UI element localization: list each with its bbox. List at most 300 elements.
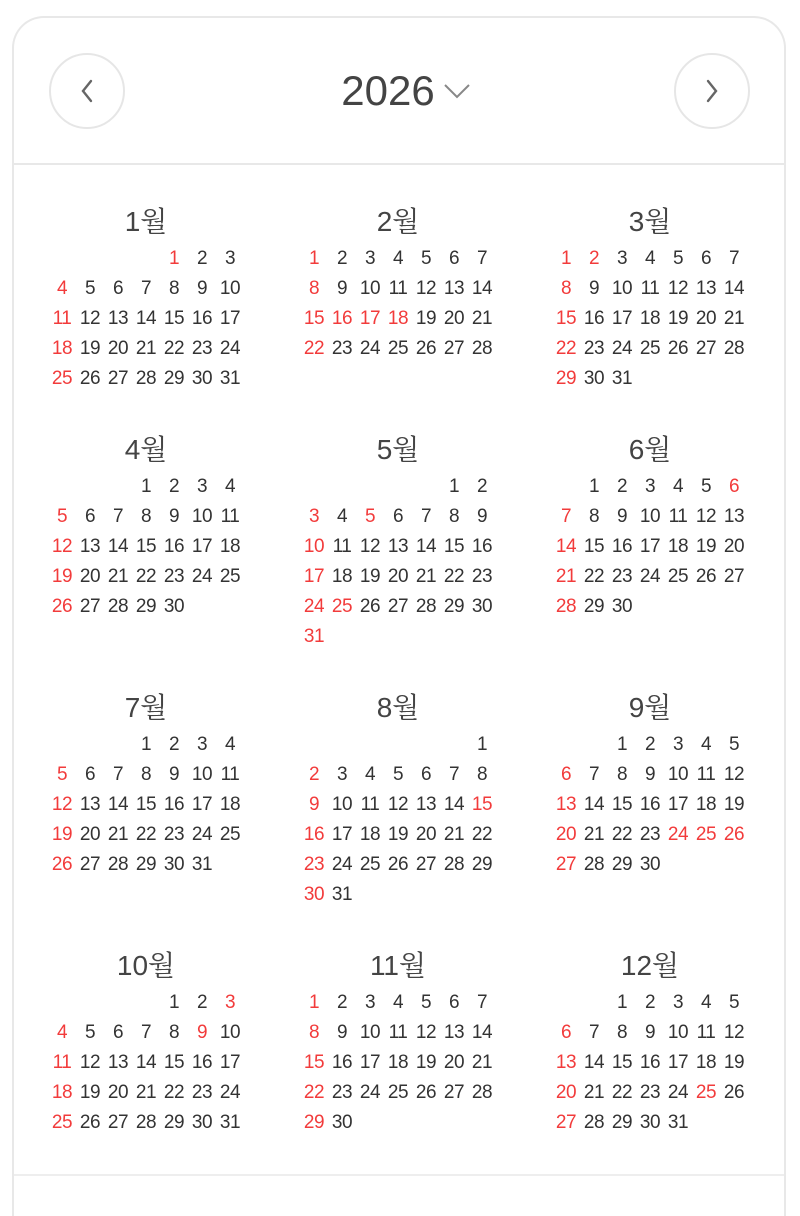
day[interactable]: 31: [219, 1112, 241, 1133]
holiday-day[interactable]: 6: [728, 476, 740, 497]
day[interactable]: 14: [723, 278, 745, 299]
day[interactable]: 9: [588, 278, 600, 299]
holiday-day[interactable]: 1: [168, 248, 180, 269]
day[interactable]: 10: [331, 794, 353, 815]
day[interactable]: 20: [79, 824, 101, 845]
day[interactable]: 6: [112, 278, 124, 299]
day[interactable]: 9: [644, 1022, 656, 1043]
day[interactable]: 24: [191, 824, 213, 845]
day[interactable]: 27: [443, 1082, 465, 1103]
day[interactable]: 3: [196, 476, 208, 497]
month-title[interactable]: 2월: [376, 206, 420, 237]
day[interactable]: 2: [476, 476, 488, 497]
day[interactable]: 15: [163, 308, 185, 329]
day[interactable]: 22: [135, 566, 157, 587]
day[interactable]: 23: [163, 824, 185, 845]
holiday-day[interactable]: 17: [359, 308, 381, 329]
holiday-day[interactable]: 16: [303, 824, 325, 845]
day[interactable]: 6: [84, 764, 96, 785]
day[interactable]: 11: [360, 794, 380, 815]
day[interactable]: 16: [639, 1052, 661, 1073]
holiday-day[interactable]: 5: [56, 764, 68, 785]
day[interactable]: 20: [415, 824, 437, 845]
holiday-day[interactable]: 11: [52, 308, 72, 329]
month-title[interactable]: 4월: [124, 434, 168, 465]
day[interactable]: 26: [415, 338, 437, 359]
day[interactable]: 29: [443, 596, 465, 617]
day[interactable]: 17: [219, 308, 241, 329]
holiday-day[interactable]: 1: [560, 248, 572, 269]
holiday-day[interactable]: 5: [56, 506, 68, 527]
holiday-day[interactable]: 27: [555, 854, 577, 875]
holiday-day[interactable]: 25: [51, 368, 73, 389]
holiday-day[interactable]: 19: [51, 566, 73, 587]
day[interactable]: 6: [448, 992, 460, 1013]
day[interactable]: 14: [107, 794, 129, 815]
day[interactable]: 14: [107, 536, 129, 557]
day[interactable]: 10: [219, 1022, 241, 1043]
day[interactable]: 25: [219, 824, 241, 845]
day[interactable]: 4: [672, 476, 684, 497]
day[interactable]: 8: [168, 1022, 180, 1043]
day[interactable]: 30: [639, 854, 661, 875]
day[interactable]: 4: [700, 992, 712, 1013]
day[interactable]: 28: [107, 854, 129, 875]
holiday-day[interactable]: 26: [723, 824, 745, 845]
day[interactable]: 22: [135, 824, 157, 845]
holiday-day[interactable]: 6: [560, 1022, 572, 1043]
day[interactable]: 17: [639, 536, 661, 557]
day[interactable]: 30: [191, 1112, 213, 1133]
day[interactable]: 5: [84, 278, 96, 299]
holiday-day[interactable]: 18: [387, 308, 409, 329]
holiday-day[interactable]: 15: [555, 308, 577, 329]
holiday-day[interactable]: 22: [303, 1082, 325, 1103]
day[interactable]: 18: [387, 1052, 409, 1073]
day[interactable]: 2: [196, 248, 208, 269]
day[interactable]: 25: [387, 338, 409, 359]
day[interactable]: 28: [471, 1082, 493, 1103]
holiday-day[interactable]: 16: [331, 308, 353, 329]
day[interactable]: 22: [611, 1082, 633, 1103]
day[interactable]: 4: [224, 734, 236, 755]
day[interactable]: 27: [79, 596, 101, 617]
day[interactable]: 2: [168, 734, 180, 755]
day[interactable]: 13: [443, 1022, 465, 1043]
day[interactable]: 21: [135, 1082, 157, 1103]
day[interactable]: 7: [140, 278, 152, 299]
day[interactable]: 30: [611, 596, 633, 617]
day[interactable]: 1: [140, 734, 152, 755]
day[interactable]: 12: [79, 1052, 101, 1073]
day[interactable]: 7: [140, 1022, 152, 1043]
day[interactable]: 29: [471, 854, 493, 875]
day[interactable]: 29: [611, 1112, 633, 1133]
day[interactable]: 16: [471, 536, 493, 557]
holiday-day[interactable]: 17: [303, 566, 325, 587]
holiday-day[interactable]: 3: [224, 992, 236, 1013]
day[interactable]: 12: [723, 764, 745, 785]
day[interactable]: 7: [728, 248, 740, 269]
day[interactable]: 11: [220, 764, 240, 785]
day[interactable]: 25: [359, 854, 381, 875]
day[interactable]: 31: [331, 884, 353, 905]
day[interactable]: 26: [695, 566, 717, 587]
day[interactable]: 26: [359, 596, 381, 617]
holiday-day[interactable]: 20: [555, 824, 577, 845]
day[interactable]: 28: [135, 368, 157, 389]
day[interactable]: 20: [107, 338, 129, 359]
day[interactable]: 27: [695, 338, 717, 359]
holiday-day[interactable]: 18: [51, 1082, 73, 1103]
day[interactable]: 19: [695, 536, 717, 557]
day[interactable]: 27: [415, 854, 437, 875]
day[interactable]: 5: [420, 992, 432, 1013]
day[interactable]: 22: [583, 566, 605, 587]
day[interactable]: 14: [443, 794, 465, 815]
day[interactable]: 24: [359, 1082, 381, 1103]
day[interactable]: 7: [588, 1022, 600, 1043]
day[interactable]: 11: [388, 278, 408, 299]
day[interactable]: 11: [696, 764, 716, 785]
day[interactable]: 11: [696, 1022, 716, 1043]
day[interactable]: 19: [723, 1052, 745, 1073]
day[interactable]: 31: [667, 1112, 689, 1133]
day[interactable]: 2: [644, 992, 656, 1013]
day[interactable]: 29: [135, 854, 157, 875]
day[interactable]: 16: [331, 1052, 353, 1073]
holiday-day[interactable]: 15: [303, 1052, 325, 1073]
day[interactable]: 29: [135, 596, 157, 617]
day[interactable]: 24: [191, 566, 213, 587]
day[interactable]: 22: [611, 824, 633, 845]
holiday-day[interactable]: 25: [695, 1082, 717, 1103]
day[interactable]: 24: [331, 854, 353, 875]
day[interactable]: 16: [639, 794, 661, 815]
day[interactable]: 1: [140, 476, 152, 497]
day[interactable]: 13: [387, 536, 409, 557]
day[interactable]: 3: [672, 734, 684, 755]
day[interactable]: 28: [443, 854, 465, 875]
day[interactable]: 19: [415, 308, 437, 329]
day[interactable]: 21: [415, 566, 437, 587]
day[interactable]: 23: [331, 338, 353, 359]
month-title[interactable]: 9월: [628, 692, 672, 723]
day[interactable]: 25: [667, 566, 689, 587]
day[interactable]: 14: [135, 308, 157, 329]
month-title[interactable]: 10월: [116, 950, 176, 981]
day[interactable]: 29: [163, 368, 185, 389]
day[interactable]: 22: [443, 566, 465, 587]
day[interactable]: 8: [616, 1022, 628, 1043]
day[interactable]: 1: [168, 992, 180, 1013]
day[interactable]: 16: [163, 536, 185, 557]
day[interactable]: 23: [583, 338, 605, 359]
day[interactable]: 13: [79, 536, 101, 557]
year-selector[interactable]: [14, 66, 784, 116]
day[interactable]: 5: [420, 248, 432, 269]
day[interactable]: 7: [420, 506, 432, 527]
month-title[interactable]: 6월: [628, 434, 672, 465]
holiday-day[interactable]: 29: [555, 368, 577, 389]
day[interactable]: 17: [219, 1052, 241, 1073]
day[interactable]: 24: [639, 566, 661, 587]
day[interactable]: 18: [331, 566, 353, 587]
day[interactable]: 5: [392, 764, 404, 785]
day[interactable]: 3: [616, 248, 628, 269]
day[interactable]: 13: [79, 794, 101, 815]
holiday-day[interactable]: 31: [303, 626, 325, 647]
day[interactable]: 5: [728, 992, 740, 1013]
day[interactable]: 5: [700, 476, 712, 497]
day[interactable]: 3: [364, 992, 376, 1013]
holiday-day[interactable]: 22: [303, 338, 325, 359]
month-title[interactable]: 5월: [376, 434, 420, 465]
holiday-day[interactable]: 13: [555, 794, 577, 815]
day[interactable]: 6: [392, 506, 404, 527]
day[interactable]: 28: [723, 338, 745, 359]
day[interactable]: 28: [583, 1112, 605, 1133]
day[interactable]: 21: [443, 824, 465, 845]
day[interactable]: 18: [695, 794, 717, 815]
day[interactable]: 9: [196, 278, 208, 299]
day[interactable]: 8: [616, 764, 628, 785]
day[interactable]: 26: [415, 1082, 437, 1103]
day[interactable]: 15: [163, 1052, 185, 1073]
day[interactable]: 16: [163, 794, 185, 815]
holiday-day[interactable]: 10: [303, 536, 325, 557]
day[interactable]: 11: [220, 506, 240, 527]
day[interactable]: 20: [443, 1052, 465, 1073]
day[interactable]: 28: [471, 338, 493, 359]
day[interactable]: 23: [611, 566, 633, 587]
day[interactable]: 8: [588, 506, 600, 527]
day[interactable]: 26: [79, 368, 101, 389]
holiday-day[interactable]: 1: [308, 992, 320, 1013]
day[interactable]: 9: [644, 764, 656, 785]
day[interactable]: 23: [191, 1082, 213, 1103]
day[interactable]: 10: [359, 278, 381, 299]
day[interactable]: 15: [443, 536, 465, 557]
day[interactable]: 1: [476, 734, 488, 755]
day[interactable]: 22: [163, 338, 185, 359]
holiday-day[interactable]: 13: [555, 1052, 577, 1073]
day[interactable]: 21: [135, 338, 157, 359]
day[interactable]: 27: [443, 338, 465, 359]
day[interactable]: 10: [611, 278, 633, 299]
day[interactable]: 4: [224, 476, 236, 497]
holiday-day[interactable]: 26: [51, 596, 73, 617]
day[interactable]: 3: [644, 476, 656, 497]
day[interactable]: 8: [140, 764, 152, 785]
holiday-day[interactable]: 11: [52, 1052, 72, 1073]
day[interactable]: 14: [135, 1052, 157, 1073]
day[interactable]: 21: [107, 566, 129, 587]
day[interactable]: 10: [359, 1022, 381, 1043]
holiday-day[interactable]: 5: [364, 506, 376, 527]
day[interactable]: 31: [611, 368, 633, 389]
day[interactable]: 15: [611, 1052, 633, 1073]
day[interactable]: 12: [359, 536, 381, 557]
holiday-day[interactable]: 9: [196, 1022, 208, 1043]
holiday-day[interactable]: 2: [588, 248, 600, 269]
holiday-day[interactable]: 15: [471, 794, 493, 815]
day[interactable]: 3: [336, 764, 348, 785]
day[interactable]: 24: [611, 338, 633, 359]
day[interactable]: 29: [163, 1112, 185, 1133]
day[interactable]: 20: [695, 308, 717, 329]
day[interactable]: 6: [700, 248, 712, 269]
day[interactable]: 10: [667, 1022, 689, 1043]
day[interactable]: 1: [616, 992, 628, 1013]
day[interactable]: 15: [583, 536, 605, 557]
day[interactable]: 11: [388, 1022, 408, 1043]
day[interactable]: 30: [331, 1112, 353, 1133]
day[interactable]: 29: [611, 854, 633, 875]
day[interactable]: 4: [700, 734, 712, 755]
holiday-day[interactable]: 4: [56, 1022, 68, 1043]
holiday-day[interactable]: 25: [695, 824, 717, 845]
day[interactable]: 5: [84, 1022, 96, 1043]
day[interactable]: 13: [443, 278, 465, 299]
day[interactable]: 21: [723, 308, 745, 329]
day[interactable]: 15: [611, 794, 633, 815]
day[interactable]: 12: [667, 278, 689, 299]
day[interactable]: 7: [476, 248, 488, 269]
day[interactable]: 1: [616, 734, 628, 755]
day[interactable]: 24: [219, 338, 241, 359]
day[interactable]: 9: [616, 506, 628, 527]
month-title[interactable]: 11월: [369, 950, 427, 981]
day[interactable]: 12: [695, 506, 717, 527]
day[interactable]: 10: [667, 764, 689, 785]
day[interactable]: 31: [191, 854, 213, 875]
day[interactable]: 19: [415, 1052, 437, 1073]
holiday-day[interactable]: 24: [667, 824, 689, 845]
day[interactable]: 27: [107, 1112, 129, 1133]
holiday-day[interactable]: 8: [308, 1022, 320, 1043]
day[interactable]: 9: [476, 506, 488, 527]
holiday-day[interactable]: 25: [51, 1112, 73, 1133]
day[interactable]: 2: [168, 476, 180, 497]
day[interactable]: 13: [723, 506, 745, 527]
day[interactable]: 19: [387, 824, 409, 845]
holiday-day[interactable]: 2: [308, 764, 320, 785]
day[interactable]: 7: [112, 506, 124, 527]
day[interactable]: 23: [191, 338, 213, 359]
holiday-day[interactable]: 24: [303, 596, 325, 617]
holiday-day[interactable]: 3: [308, 506, 320, 527]
day[interactable]: 5: [728, 734, 740, 755]
holiday-day[interactable]: 22: [555, 338, 577, 359]
day[interactable]: 18: [219, 536, 241, 557]
day[interactable]: 4: [364, 764, 376, 785]
day[interactable]: 18: [667, 536, 689, 557]
day[interactable]: 6: [448, 248, 460, 269]
day[interactable]: 24: [359, 338, 381, 359]
day[interactable]: 27: [723, 566, 745, 587]
day[interactable]: 2: [336, 248, 348, 269]
day[interactable]: 19: [359, 566, 381, 587]
day[interactable]: 26: [723, 1082, 745, 1103]
day[interactable]: 23: [471, 566, 493, 587]
day[interactable]: 13: [107, 1052, 129, 1073]
day[interactable]: 2: [336, 992, 348, 1013]
day[interactable]: 21: [107, 824, 129, 845]
day[interactable]: 17: [667, 1052, 689, 1073]
day[interactable]: 4: [336, 506, 348, 527]
holiday-day[interactable]: 15: [303, 308, 325, 329]
next-year-button[interactable]: [674, 53, 750, 129]
day[interactable]: 22: [471, 824, 493, 845]
holiday-day[interactable]: 1: [308, 248, 320, 269]
day[interactable]: 19: [667, 308, 689, 329]
day[interactable]: 27: [107, 368, 129, 389]
day[interactable]: 25: [219, 566, 241, 587]
holiday-day[interactable]: 9: [308, 794, 320, 815]
day[interactable]: 17: [191, 794, 213, 815]
day[interactable]: 17: [667, 794, 689, 815]
day[interactable]: 10: [639, 506, 661, 527]
day[interactable]: 29: [583, 596, 605, 617]
day[interactable]: 11: [668, 506, 688, 527]
day[interactable]: 6: [112, 1022, 124, 1043]
day[interactable]: 7: [588, 764, 600, 785]
day[interactable]: 19: [723, 794, 745, 815]
day[interactable]: 18: [219, 794, 241, 815]
day[interactable]: 4: [392, 992, 404, 1013]
day[interactable]: 17: [359, 1052, 381, 1073]
day[interactable]: 2: [616, 476, 628, 497]
day[interactable]: 5: [672, 248, 684, 269]
day[interactable]: 8: [476, 764, 488, 785]
day[interactable]: 14: [471, 1022, 493, 1043]
holiday-day[interactable]: 30: [303, 884, 325, 905]
holiday-day[interactable]: 28: [555, 596, 577, 617]
day[interactable]: 12: [723, 1022, 745, 1043]
day[interactable]: 16: [191, 308, 213, 329]
day[interactable]: 14: [471, 278, 493, 299]
day[interactable]: 3: [196, 734, 208, 755]
day[interactable]: 18: [359, 824, 381, 845]
day[interactable]: 7: [112, 764, 124, 785]
day[interactable]: 20: [107, 1082, 129, 1103]
day[interactable]: 7: [448, 764, 460, 785]
day[interactable]: 20: [723, 536, 745, 557]
day[interactable]: 19: [79, 1082, 101, 1103]
day[interactable]: 23: [331, 1082, 353, 1103]
day[interactable]: 8: [448, 506, 460, 527]
day[interactable]: 9: [168, 764, 180, 785]
month-title[interactable]: 12월: [620, 950, 680, 981]
holiday-day[interactable]: 8: [308, 278, 320, 299]
holiday-day[interactable]: 19: [51, 824, 73, 845]
day[interactable]: 17: [611, 308, 633, 329]
day[interactable]: 9: [336, 278, 348, 299]
day[interactable]: 17: [331, 824, 353, 845]
day[interactable]: 13: [695, 278, 717, 299]
day[interactable]: 2: [196, 992, 208, 1013]
day[interactable]: 21: [471, 1052, 493, 1073]
day[interactable]: 14: [583, 1052, 605, 1073]
holiday-day[interactable]: 8: [560, 278, 572, 299]
holiday-day[interactable]: 7: [560, 506, 572, 527]
day[interactable]: 12: [415, 1022, 437, 1043]
day[interactable]: 11: [332, 536, 352, 557]
holiday-day[interactable]: 25: [331, 596, 353, 617]
day[interactable]: 28: [415, 596, 437, 617]
holiday-day[interactable]: 18: [51, 338, 73, 359]
